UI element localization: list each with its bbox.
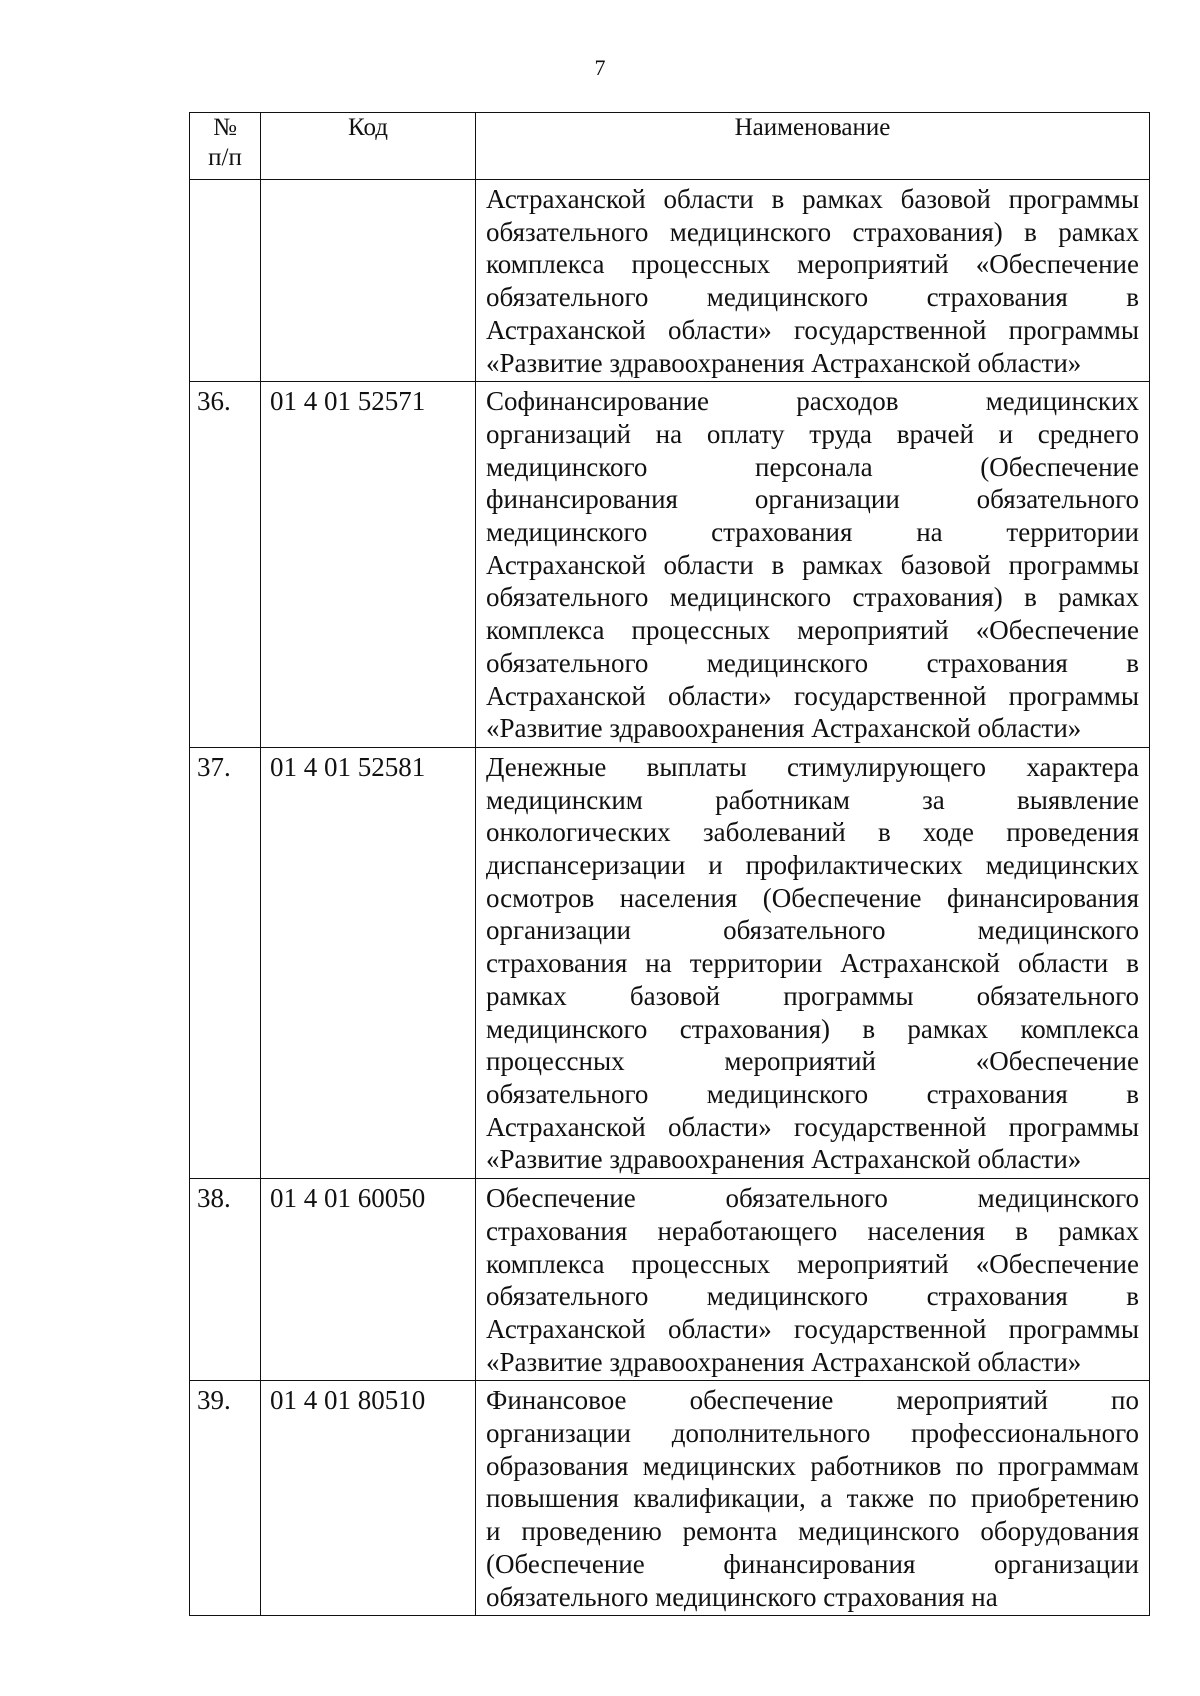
row-name-line: организации дополнительного профессионального [486,1418,1139,1449]
table-header-row [190,113,1150,180]
row-name-line: осмотров населения (Обеспечение финансирования [486,882,1139,913]
row-number: 37. [190,747,261,1178]
row-name-line: комплекса процессных мероприятий «Обеспечение [486,249,1139,280]
row-name-line: организаций на оплату труда врачей и среднего [486,418,1139,449]
row-name [476,382,1150,748]
row-name-line: обязательного медицинского страхования в [486,282,1139,313]
header-code: Код [261,113,476,180]
table-row [190,180,1150,382]
row-name-line: Астраханской области в рамках базовой программы [486,549,1139,580]
row-name-line: рамках базовой программы обязательного [486,980,1139,1011]
row-name-line: (Обеспечение финансирования организации [486,1548,1139,1579]
row-name-line: Финансовое обеспечение мероприятий по [486,1385,1139,1416]
row-number: 39. [190,1381,261,1616]
row-name-line: комплекса процессных мероприятий «Обеспечение [486,615,1139,646]
row-name-line: обязательного медицинского страхования в [486,647,1139,678]
row-name [476,1179,1150,1381]
row-name-line: обязательного медицинского страхования в [486,1281,1139,1312]
row-name-line: Обеспечение обязательного медицинского [486,1183,1139,1214]
row-name-line: Софинансирование расходов медицинских [486,386,1139,417]
row-name-line: медицинского персонала (Обеспечение [486,451,1139,482]
row-name-line: медицинского страхования на территории [486,517,1139,548]
row-number: 38. [190,1179,261,1381]
table-body [190,180,1150,1616]
row-name-line: процессных мероприятий «Обеспечение [486,1046,1139,1077]
row-name-line: обязательного медицинского страхования на [486,1581,998,1612]
table-row [190,1381,1150,1616]
row-code: 01 4 01 80510 [261,1381,476,1616]
row-name-line: Астраханской области» государственной программы [486,680,1139,711]
row-code: 01 4 01 60050 [261,1179,476,1381]
row-name-line: Астраханской области» государственной программы [486,1111,1139,1142]
row-name-line: повышения квалификации, а также по приобретению [486,1483,1139,1514]
row-name-line: «Развитие здравоохранения Астраханской области» [486,1346,1082,1377]
table-row [190,1179,1150,1381]
row-name-line: Астраханской области» государственной программы [486,1313,1139,1344]
row-name-line: «Развитие здравоохранения Астраханской области» [486,347,1082,378]
row-name-line: и проведению ремонта медицинского оборудования [486,1516,1139,1547]
row-name [476,1381,1150,1616]
row-number [190,180,261,382]
row-name-line: обязательного медицинского страхования) в рамках [486,216,1139,247]
row-name [476,747,1150,1178]
row-name-line: обязательного медицинского страхования) в рамках [486,582,1139,613]
row-name-line: страхования на территории Астраханской области в [486,948,1139,979]
row-name-line: образования медицинских работников по программам [486,1450,1139,1481]
row-number: 36. [190,382,261,748]
row-code: 01 4 01 52581 [261,747,476,1178]
table-row [190,382,1150,748]
row-code [261,180,476,382]
page-number: 7 [594,55,606,80]
row-name-line: медицинского страхования) в рамках комплекса [486,1013,1139,1044]
row-name-line: комплекса процессных мероприятий «Обеспечение [486,1248,1139,1279]
row-name-line: «Развитие здравоохранения Астраханской области» [486,1144,1082,1175]
table-row [190,747,1150,1178]
row-name-line: финансирования организации обязательного [486,484,1139,515]
row-name-line: организации обязательного медицинского [486,915,1139,946]
row-name-line: страхования неработающего населения в рамках [486,1215,1139,1246]
row-name-line: Астраханской области» государственной программы [486,314,1139,345]
header-number-label: № п/п [208,114,242,171]
row-name-line: обязательного медицинского страхования в [486,1078,1139,1109]
header-number [190,113,261,180]
row-name-line: онкологических заболеваний в ходе проведения [486,817,1139,848]
row-name-line: «Развитие здравоохранения Астраханской области» [486,713,1082,744]
row-code: 01 4 01 52571 [261,382,476,748]
header-name: Наименование [476,113,1150,180]
row-name-line: медицинским работникам за выявление [486,784,1139,815]
row-name-line: Астраханской области в рамках базовой программы [486,184,1139,214]
row-name-line: Денежные выплаты стимулирующего характера [486,751,1139,782]
row-name [476,180,1150,382]
classification-table [189,112,1150,1616]
row-name-line: диспансеризации и профилактических медицинских [486,850,1139,881]
